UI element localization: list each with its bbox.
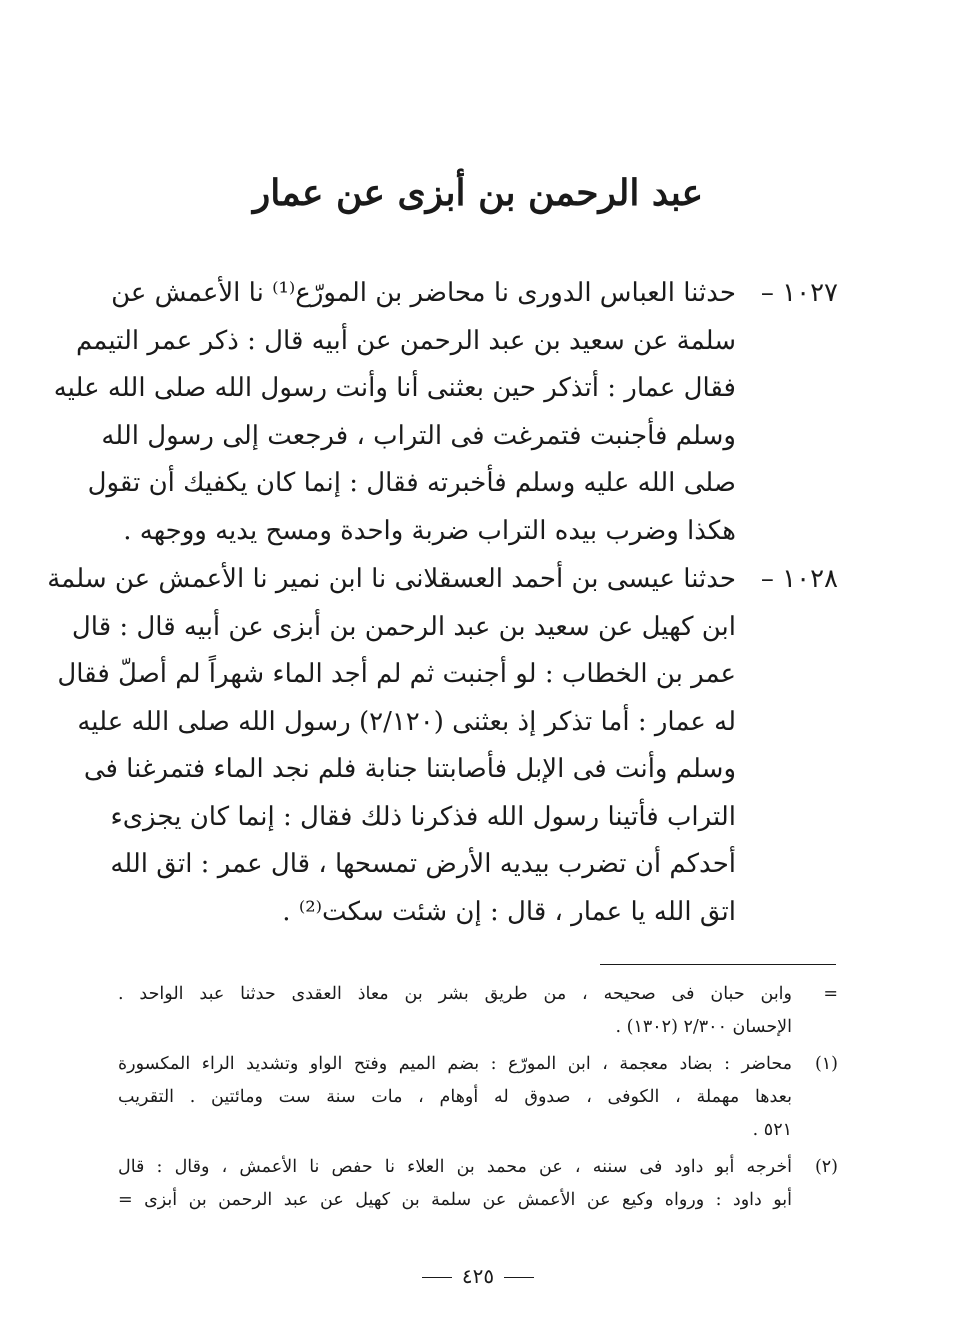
hadith-line: [47, 556, 838, 604]
hadith-line: التراب فأتينا رسول الله فذكرنا ذلك فقال : إنما كان يجزىء: [110, 801, 736, 832]
footnote-mark: =: [823, 984, 838, 1004]
footnote-text: [118, 1151, 792, 1217]
hadith-line: أحدكم أن تضرب بيديه الأرض تمسحها ، قال عمر : اتق الله: [110, 849, 736, 879]
hadith-line: وسلم وأنت فى الإبل فأصابتنا جنابة فلم نجد الماء فتمرغنا فى: [83, 754, 736, 784]
hadith-number: ١٠٢٨ –: [760, 564, 838, 594]
footnote-text: [118, 978, 792, 1044]
hadith-line: هكذا وضرب بيده التراب ضربة واحدة ومسح يديه ووجهه .: [123, 515, 736, 546]
hadith-line: سلمة عن سعيد بن عبد الرحمن عن أبيه قال : ذكر عمر التيمم: [75, 325, 736, 356]
footnote-text: [118, 1048, 792, 1147]
page-number: [0, 1264, 956, 1288]
hadith-line: صلى الله عليه وسلم فأخبرته فقال : إنما كان يكفيك أن تقول: [87, 468, 736, 498]
hadith-line: [111, 270, 838, 318]
hadith-line: اتق الله يا عمار ، قال : إن شئت سكت⁽²⁾ .: [282, 896, 736, 927]
hadith-text: حدثنا عيسى بن أحمد العسقلانى نا ابن نمير نا الأعمش عن سلمة: [47, 564, 736, 594]
footnote-line: محاضر : بضاد معجمة ، ابن المورّع : بضم الميم وفتح الواو وتشديد الراء المكسورة: [118, 1054, 792, 1074]
footnote-2: [118, 1151, 838, 1217]
hadith-entry-1027: [53, 270, 838, 555]
footnote-1: [118, 1048, 838, 1147]
hadith-line: ابن كهيل عن سعيد بن عبد الرحمن بن أبزى عن أبيه قال : قال: [71, 611, 736, 642]
footnotes: [118, 978, 838, 1221]
footnote-line: أخرجه أبو داود فى سننه ، عن محمد بن العلاء نا حفص نا الأعمش ، وقال : قال: [118, 1157, 792, 1177]
page-number-value: ٤٢٥: [461, 1264, 495, 1288]
hadith-line: عمر بن الخطاب : لو أجنبت ثم لم أجد الماء شهراً لم أصلّ فقال: [57, 659, 736, 689]
hadith-line: فقال عمار : أتذكر حين بعثنى أنا وأنت رسول الله صلى الله عليه: [53, 373, 736, 403]
page-number-dash: [504, 1277, 534, 1278]
hadith-number: ١٠٢٧ –: [760, 278, 838, 308]
hadith-line: له عمار : أما تذكر إذ بعثنى (٢/١٢٠) رسول الله صلى الله عليه: [77, 706, 736, 737]
footnote-line: ٥٢١ .: [752, 1120, 792, 1140]
footnote-divider: [600, 964, 836, 965]
hadith-line: وسلم فأجنبت فتمرغت فى التراب ، فرجعت إلى رسول الله: [101, 420, 736, 451]
footnote-mark: (٢): [814, 1157, 838, 1177]
footnote-line: وابن حبان فى صحيحه ، من طريق بشر بن معاذ العقدى حدثنا عبد الواحد .: [118, 984, 792, 1004]
footnote-continuation: [118, 978, 838, 1044]
chapter-heading: عبد الرحمن بن أبزى عن عمار: [252, 172, 704, 214]
hadith-entry-1028: [47, 556, 838, 936]
footnote-line: الإحسان ٢/٣٠٠ (١٣٠٢) .: [615, 1017, 792, 1037]
footnote-line: أبو داود : ورواه وكيع عن الأعمش عن سلمة بن كهيل عن عبد الرحمن بن أبزى =: [118, 1190, 792, 1210]
page-number-dash: [422, 1277, 452, 1278]
hadith-text: حدثنا العباس الدورى نا محاضر بن المورّع⁽¹⁾ نا الأعمش عن: [111, 278, 736, 308]
footnote-mark: (١): [814, 1054, 838, 1074]
footnote-line: بعدها مهملة ، الكوفى ، صدوق له أوهام ، مات سنة ست ومائتين . التقريب: [118, 1087, 792, 1107]
